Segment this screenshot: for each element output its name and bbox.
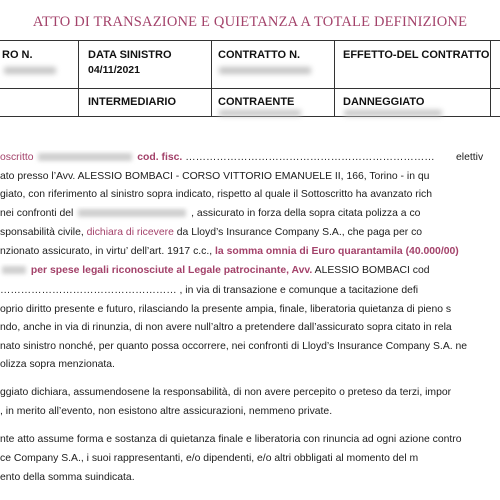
body-line-1: oscritto cod. fisc. ……………………………………………………………… elettiv	[0, 152, 484, 163]
redacted-policyholder	[219, 110, 301, 116]
body-line-15: nte atto assume forma e sostanza di quietanza finale e liberatoria con rinuncia ad ogni azione contro	[0, 434, 462, 445]
table-row-divider	[0, 88, 500, 89]
claim-number-header: RO N.	[2, 49, 33, 61]
contract-effect-header: EFFETTO-DEL CONTRATTO	[343, 49, 490, 61]
body-line-2: ato presso l’Avv. ALESSIO BOMBACI - CORSO VITTORIO EMANUELE II, 166, Torino - in qu	[0, 171, 430, 182]
body-line-6: nzionato assicurato, in virtu’ dell’art. 1917 c.c., la somma omnia di Euro quarantamila (40.000/00)	[0, 246, 459, 257]
table-divider	[490, 40, 491, 116]
body-line-13: ggiato dichiara, assumendosene la responsabilità, di non avere percepito o preteso da terzi, impor	[0, 387, 452, 398]
body-line-5: sponsabilità civile, dichiara di ricevere da Lloyd’s Insurance Company S.A., che paga per co	[0, 227, 423, 238]
body-line-9: oprio diritto presente e futuro, rilasciando la presente ampia, finale, liberatoria quietanza di pieno s	[0, 304, 452, 315]
body-line-3: giato, con riferimento al sinistro sopra indicato, rispetto al quale il Sottoscritto ha avanzato rich	[0, 189, 433, 200]
intermediary-header: INTERMEDIARIO	[88, 96, 176, 108]
redacted-name	[38, 153, 132, 161]
table-divider	[211, 40, 212, 116]
table-top-border	[0, 40, 500, 41]
redacted-amount	[2, 266, 26, 274]
contract-number-header: CONTRATTO N.	[218, 49, 301, 61]
table-divider	[334, 40, 335, 116]
redacted-insured	[78, 209, 186, 217]
redacted-contract-number	[219, 67, 311, 74]
body-line-7: per spese legali riconosciute al Legale patrocinante, Avv. ALESSIO BOMBACI cod	[0, 263, 500, 279]
body-line-12: olizza sopra menzionata.	[0, 359, 115, 370]
body-line-16: ce Company S.A., i suoi rappresentanti, e/o dipendenti, e/o altri obbligati al momento del m	[0, 453, 419, 464]
claim-date-header: DATA SINISTRO	[88, 49, 172, 61]
body-line-8: …………………………………………… , in via di transazione e comunque a tacitazione defi	[0, 285, 419, 296]
table-bottom-border	[0, 116, 500, 117]
body-line-14: , in merito all’evento, non esistono altre assicurazioni, nemmeno private.	[0, 406, 333, 417]
body-line-4: nei confronti del , assicurato in forza della sopra citata polizza a co	[0, 208, 421, 219]
claim-date-value: 04/11/2021	[88, 64, 140, 76]
redacted-claim-number	[4, 67, 56, 74]
body-line-11: nato sinistro nonché, per quanto possa occorrere, nei confronti di Lloyd’s Insurance Company S.A. ne	[0, 341, 468, 352]
body-line-10: ndo, anche in via di rinunzia, di non avere null’altro a pretendere dall’assicurato sopra citato in rela	[0, 322, 452, 333]
document-title: ATTO DI TRANSAZIONE E QUIETANZA A TOTALE DEFINIZIONE	[32, 14, 468, 30]
policyholder-header: CONTRAENTE	[218, 96, 295, 108]
redacted-injured-party	[344, 110, 442, 116]
table-divider	[78, 40, 79, 116]
body-line-17: ento della somma suindicata.	[0, 472, 135, 483]
injured-party-header: DANNEGGIATO	[343, 96, 425, 108]
